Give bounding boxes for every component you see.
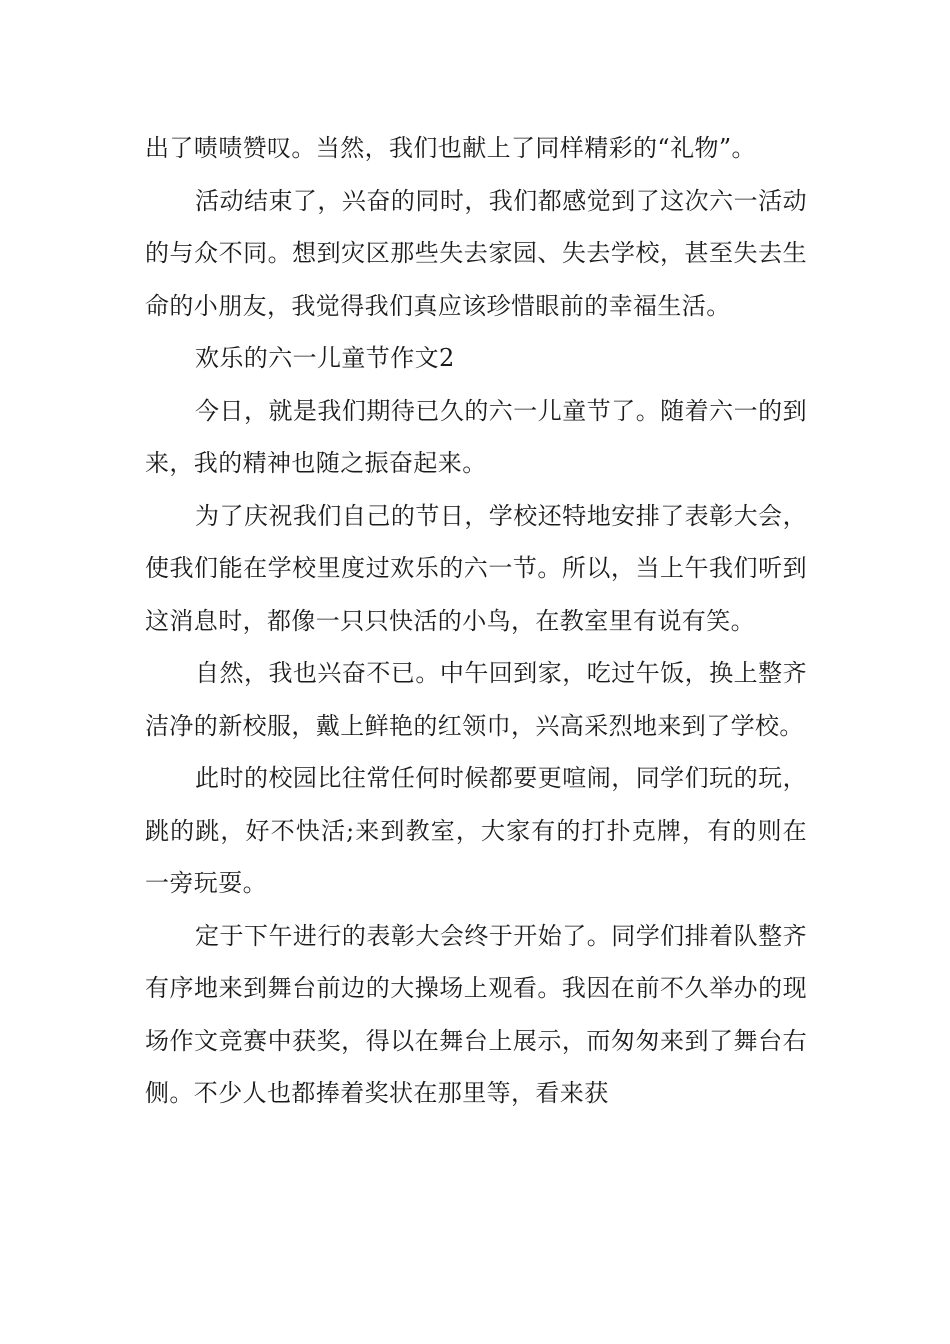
paragraph: 今日，就是我们期待已久的六一儿童节了。随着六一的到来，我的精神也随之振奋起来。 bbox=[145, 396, 807, 477]
paragraph-continuation: 出了啧啧赞叹。当然，我们也献上了同样精彩的“礼物”。 bbox=[145, 134, 756, 162]
paragraph: 活动结束了，兴奋的同时，我们都感觉到了这次六一活动的与众不同。想到灾区那些失去家园、失去学校，甚至失去生命的小朋友，我觉得我们真应该珍惜眼前的幸福生活。 bbox=[145, 186, 807, 320]
paragraph: 定于下午进行的表彰大会终于开始了。同学们排着队整齐有序地来到舞台前边的大操场上观看。我因在前不久举办的现场作文竞赛中获奖，得以在舞台上展示，而匆匆来到了舞台右侧。不少人也都捧着奖状在那里等，看来获 bbox=[145, 921, 807, 1107]
paragraph: 为了庆祝我们自己的节日，学校还特地安排了表彰大会，使我们能在学校里度过欢乐的六一节。所以，当上午我们听到这消息时，都像一只只快活的小鸟，在教室里有说有笑。 bbox=[145, 501, 807, 635]
paragraph: 自然，我也兴奋不已。中午回到家，吃过午饭，换上整齐洁净的新校服，戴上鲜艳的红领巾，兴高采烈地来到了学校。 bbox=[145, 659, 807, 740]
paragraph: 此时的校园比往常任何时候都要更喧闹，同学们玩的玩，跳的跳，好不快活;来到教室，大家有的打扑克牌，有的则在一旁玩耍。 bbox=[145, 764, 807, 897]
section-heading: 欢乐的六一儿童节作文2 bbox=[195, 344, 455, 372]
document-body bbox=[145, 122, 807, 1120]
